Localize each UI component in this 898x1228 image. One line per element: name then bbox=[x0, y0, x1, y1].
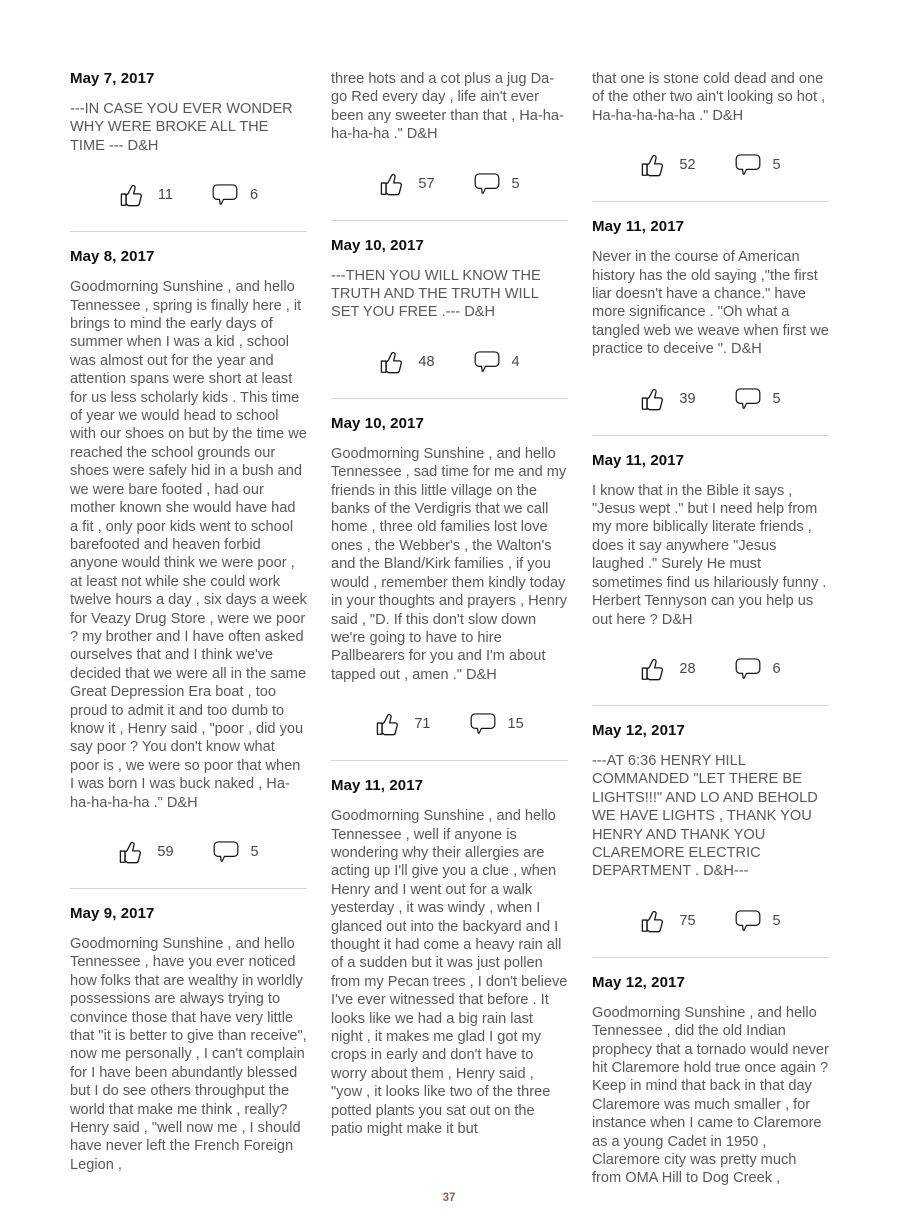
post-date: May 12, 2017 bbox=[592, 973, 685, 991]
comment-count: 5 bbox=[772, 912, 781, 929]
column-right bbox=[592, 70, 829, 1188]
post-stats bbox=[70, 182, 307, 208]
post-divider bbox=[331, 398, 568, 399]
like-count: 11 bbox=[157, 187, 173, 204]
post-text: Goodmorning Sunshine , and hello Tennessee , sad time for me and my friends in this little village on the banks of the Verdigris that we call home , three old families lost love ones , the Webber's , the Walton's and the Bland/Kirk families , if you would , remember them kindly today in your thoughts and prayers , Henry said , "D. If this don't slow down we're going to have to hire Pallbearers for you and I'm about tapped out , amen ." D&H bbox=[331, 445, 568, 683]
column-middle bbox=[331, 70, 568, 1188]
post-divider bbox=[592, 957, 829, 958]
post bbox=[592, 722, 829, 958]
like-count: 52 bbox=[679, 157, 696, 174]
post-date: May 10, 2017 bbox=[331, 414, 424, 432]
speech-bubble-icon bbox=[473, 349, 501, 375]
post-text: ---THEN YOU WILL KNOW THE TRUTH AND THE TRUTH WILL SET YOU FREE .--- D&H bbox=[331, 267, 541, 321]
post-text: three hots and a cot plus a jug Da-go Red every day , life ain't ever been any sweeter than that , Ha-ha-ha-ha-ha ." D&H bbox=[331, 71, 564, 143]
like-count: 59 bbox=[157, 844, 174, 860]
like-count-group bbox=[379, 349, 434, 375]
speech-bubble-icon bbox=[212, 839, 240, 865]
thumbs-up-icon bbox=[379, 349, 407, 375]
comment-count-group bbox=[211, 182, 258, 208]
comment-count: 6 bbox=[772, 660, 781, 677]
like-count-group bbox=[640, 908, 695, 934]
speech-bubble-icon bbox=[734, 152, 762, 178]
column-left bbox=[70, 70, 307, 1188]
comment-count: 5 bbox=[250, 844, 259, 860]
post-continuation bbox=[592, 70, 829, 202]
post-divider bbox=[331, 760, 568, 761]
comment-count-group bbox=[469, 711, 524, 737]
post-date: May 12, 2017 bbox=[592, 721, 685, 739]
thumbs-up-icon bbox=[119, 182, 147, 208]
post-date: May 8, 2017 bbox=[70, 248, 155, 266]
thumbs-up-icon bbox=[640, 386, 668, 412]
post-date: May 10, 2017 bbox=[331, 236, 424, 254]
comment-count-group bbox=[734, 386, 781, 412]
post-stats bbox=[592, 152, 829, 178]
post bbox=[592, 218, 829, 435]
post-text: ---IN CASE YOU EVER WONDER WHY WERE BROKE ALL THE TIME --- D&H bbox=[70, 101, 293, 154]
post-stats bbox=[331, 171, 568, 197]
thumbs-up-icon bbox=[640, 908, 668, 934]
comment-count: 5 bbox=[772, 390, 781, 407]
thumbs-up-icon bbox=[118, 839, 146, 865]
like-count-group bbox=[119, 182, 173, 208]
post bbox=[331, 237, 568, 399]
like-count: 71 bbox=[414, 716, 431, 733]
post-stats bbox=[331, 711, 568, 737]
post-text: ---AT 6:36 HENRY HILL COMMANDED "LET THERE BE LIGHTS!!!" AND LO AND BEHOLD WE HAVE LIGHTS , THANK YOU HENRY AND THANK YOU CLAREMORE ELECTRIC DEPARTMENT . D&H--- bbox=[592, 752, 818, 880]
thumbs-up-icon bbox=[375, 711, 403, 737]
like-count-group bbox=[375, 711, 430, 737]
post-text: Never in the course of American history has the old saying ,"the first liar doesn't have a chance." have more significance . "Oh what a tangled web we weave when first we practice to deceive ". D&H bbox=[592, 249, 829, 358]
comment-count: 15 bbox=[507, 716, 524, 733]
page-number: 37 bbox=[442, 1192, 456, 1204]
post-date: May 11, 2017 bbox=[331, 777, 424, 795]
like-count: 57 bbox=[418, 175, 435, 192]
post-date: May 9, 2017 bbox=[70, 905, 155, 922]
speech-bubble-icon bbox=[469, 711, 497, 737]
like-count: 75 bbox=[679, 912, 696, 929]
post-divider bbox=[592, 435, 829, 436]
post-text: Goodmorning Sunshine , and hello Tennessee , did the old Indian prophecy that a tornado would never hit Claremore hold true once again ? Keep in mind that back in that day Claremore was much smaller , for instance when I came to Claremore as a young Cadet in 1950 , Claremore city was pretty much from OMA Hill to Dog Creek , bbox=[592, 1004, 829, 1187]
comment-count: 6 bbox=[249, 187, 259, 204]
post-continuation bbox=[331, 70, 568, 221]
speech-bubble-icon bbox=[734, 386, 762, 412]
thumbs-up-icon bbox=[640, 152, 668, 178]
comment-count: 5 bbox=[511, 175, 520, 192]
comment-count-group bbox=[734, 152, 781, 178]
speech-bubble-icon bbox=[734, 908, 762, 934]
comment-count-group bbox=[473, 349, 520, 375]
speech-bubble-icon bbox=[734, 656, 762, 682]
like-count-group bbox=[640, 656, 695, 682]
post-text: Goodmorning Sunshine , and hello Tennessee , well if anyone is wondering why their allergies are acting up I'll give you a clue , when Henry and I went out for a walk yesterday , it was windy , when I glanced out into the backyard and I thought it had come a heavy rain all of a sudden but it was just pollen from my Pecan trees , I don't believe I've ever witnessed that before . It looks like we had a big rain last night , it makes me glad I got my crops in early and don't have to worry about them , Henry said , "yow , it looks like two of the three potted plants you sat out on the patio might make it but bbox=[331, 808, 568, 1138]
post-divider bbox=[331, 220, 568, 221]
post-stats bbox=[70, 839, 307, 865]
comment-count-group bbox=[734, 656, 781, 682]
post bbox=[592, 452, 829, 706]
post-divider bbox=[70, 888, 307, 889]
like-count-group bbox=[640, 152, 695, 178]
like-count: 48 bbox=[418, 353, 435, 370]
post-divider bbox=[592, 201, 829, 202]
post-stats bbox=[592, 908, 829, 934]
post bbox=[592, 974, 829, 1188]
post-stats bbox=[592, 656, 829, 682]
post bbox=[331, 415, 568, 761]
thumbs-up-icon bbox=[640, 656, 668, 682]
comment-count-group bbox=[734, 908, 781, 934]
like-count: 39 bbox=[679, 390, 696, 407]
thumbs-up-icon bbox=[379, 171, 407, 197]
post-divider bbox=[592, 705, 829, 706]
speech-bubble-icon bbox=[473, 171, 501, 197]
post-divider bbox=[70, 231, 307, 232]
post bbox=[70, 70, 307, 232]
like-count: 28 bbox=[679, 660, 696, 677]
post-stats bbox=[331, 349, 568, 375]
post-stats bbox=[592, 386, 829, 412]
post-date: May 7, 2017 bbox=[70, 70, 155, 87]
post bbox=[331, 777, 568, 1138]
post-text: that one is stone cold dead and one of the other two ain't looking so hot , Ha-ha-ha-ha-ha ." D&H bbox=[592, 71, 826, 124]
post bbox=[70, 248, 307, 889]
comment-count-group bbox=[473, 171, 520, 197]
like-count-group bbox=[379, 171, 434, 197]
post-date: May 11, 2017 bbox=[592, 451, 685, 469]
speech-bubble-icon bbox=[211, 182, 239, 208]
post-text: Goodmorning Sunshine , and hello Tennessee , spring is finally here , it brings to mind the early days of summer when I was a kid , school was almost out for the year and attention spans were short at least for us less scholarly kids . This time of year we would head to school with our shoes on but by the time we reached the school grounds our shoes were safely hid in a bush and we were bare footed , had our mother known she would have had a fit , only poor kids went to school barefooted and heaven forbid anyone would think we were poor , at least not while she could work twelve hours a day , six days a week for Veazy Drug Store , were we poor ? my brother and I have often asked ourselves that and I think we've decided that we were all in the same Great Depression Era boat , too proud to admit it and too dumb to know it , Henry said , "poor , did you say poor ? You don't know what poor is , we were so poor that when I was born I was buck naked , Ha-ha-ha-ha-ha ." D&H bbox=[70, 279, 307, 811]
post-text: Goodmorning Sunshine , and hello Tennessee , have you ever noticed how folks that are wealthy in worldly possessions are always trying to convince those that have very little that "it is better to give than receive", now me personally , I can't complain for I have been abundantly blessed but I do see others throughput the world that make me think , really? Henry said , "well now me , I should have never left the French Foreign Legion , bbox=[70, 936, 307, 1173]
comment-count-group bbox=[212, 839, 259, 865]
comment-count: 5 bbox=[772, 157, 781, 174]
like-count-group bbox=[118, 839, 173, 865]
post bbox=[70, 905, 307, 1174]
comment-count: 4 bbox=[511, 353, 520, 370]
post-text: I know that in the Bible it says , "Jesus wept ." but I need help from my more biblically literate friends , does it say anywhere "Jesus laughed ." Surely He must sometimes find us hilariously funny . Herbert Tennyson can you help us out here ? D&H bbox=[592, 482, 827, 628]
post-date: May 11, 2017 bbox=[592, 218, 685, 236]
like-count-group bbox=[640, 386, 695, 412]
